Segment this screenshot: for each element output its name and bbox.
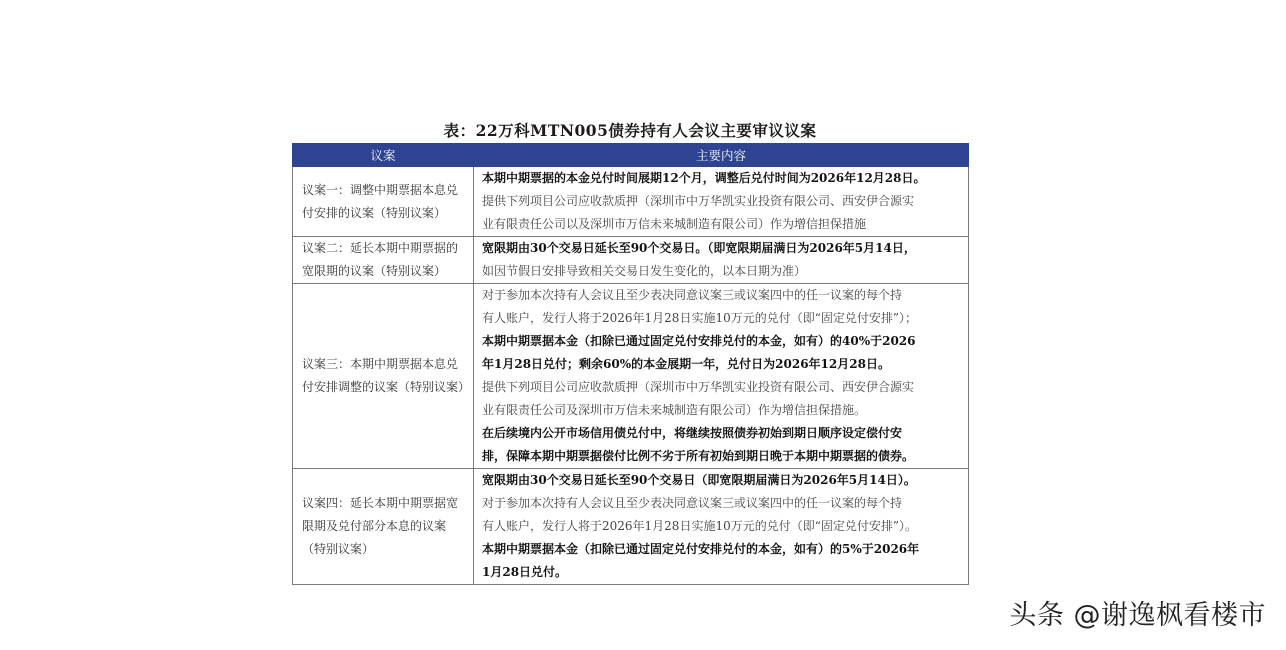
content-line: 宽限期由30个交易日延长至90个交易日。（即宽限期届满日为2026年5月14日， bbox=[482, 241, 916, 255]
table-row bbox=[293, 167, 969, 237]
content-line: 宽限期由30个交易日延长至90个交易日（即宽限期届满日为2026年5月14日）。 bbox=[482, 473, 916, 487]
motion-content bbox=[474, 237, 969, 284]
motion-name: 议案二：延长本期中期票据的宽限期的议案（特别议案） bbox=[293, 237, 474, 284]
content-line: 业有限责任公司以及深圳市万信未来城制造有限公司）作为增信担保措施 bbox=[482, 217, 867, 231]
content-line: 业有限责任公司及深圳市万信未来城制造有限公司）作为增信担保措施。 bbox=[482, 403, 867, 417]
content-line: 年1月28日兑付；剩余60%的本金展期一年，兑付日为2026年12月28日。 bbox=[482, 357, 890, 371]
watermark: 头条 @谢逸枫看楼市 bbox=[1009, 600, 1266, 631]
motion-name: 议案三：本期中期票据本息兑付安排调整的议案（特别议案） bbox=[293, 284, 474, 469]
table-row bbox=[293, 284, 969, 469]
motion-content bbox=[474, 469, 969, 585]
motion-content bbox=[474, 167, 969, 237]
table-row bbox=[293, 469, 969, 585]
header-content: 主要内容 bbox=[474, 144, 969, 167]
content-line: 1月28日兑付。 bbox=[482, 565, 568, 579]
table-header-row bbox=[293, 144, 969, 167]
table-row bbox=[293, 237, 969, 284]
content-line: 本期中期票据的本金兑付时间展期12个月，调整后兑付时间为2026年12月28日。 bbox=[482, 171, 926, 185]
content-line: 对于参加本次持有人会议且至少表决同意议案三或议案四中的任一议案的每个持 bbox=[482, 288, 903, 302]
content-line: 本期中期票据本金（扣除已通过固定兑付安排兑付的本金，如有）的40%于2026 bbox=[482, 334, 916, 348]
content-line: 有人账户，发行人将于2026年1月28日实施10万元的兑付（即“固定兑付安排”）。 bbox=[482, 519, 917, 533]
content-line: 排，保障本期中期票据偿付比例不劣于所有初始到期日晚于本期中期票据的债券。 bbox=[482, 449, 915, 463]
content-line: 本期中期票据本金（扣除已通过固定兑付安排兑付的本金，如有）的5%于2026年 bbox=[482, 542, 920, 556]
motions-table bbox=[292, 143, 969, 585]
content-line: 对于参加本次持有人会议且至少表决同意议案三或议案四中的任一议案的每个持 bbox=[482, 496, 903, 510]
motion-name: 议案四：延长本期中期票据宽限期及兑付部分本息的议案（特别议案） bbox=[293, 469, 474, 585]
motion-content bbox=[474, 284, 969, 469]
motion-name: 议案一：调整中期票据本息兑付安排的议案（特别议案） bbox=[293, 167, 474, 237]
header-motion: 议案 bbox=[293, 144, 474, 167]
content-line: 在后续境内公开市场信用债兑付中，将继续按照债券初始到期日顺序设定偿付安 bbox=[482, 426, 903, 440]
content-line: 提供下列项目公司应收款质押（深圳市中万华凯实业投资有限公司、西安伊合源实 bbox=[482, 380, 915, 394]
content-line: 提供下列项目公司应收款质押（深圳市中万华凯实业投资有限公司、西安伊合源实 bbox=[482, 194, 915, 208]
content-line: 有人账户，发行人将于2026年1月28日实施10万元的兑付（即“固定兑付安排”）； bbox=[482, 311, 917, 325]
content-line: 如因节假日安排导致相关交易日发生变化的，以本日期为准） bbox=[482, 264, 807, 278]
table-title: 表：22万科MTN005债券持有人会议主要审议议案 bbox=[443, 121, 817, 140]
